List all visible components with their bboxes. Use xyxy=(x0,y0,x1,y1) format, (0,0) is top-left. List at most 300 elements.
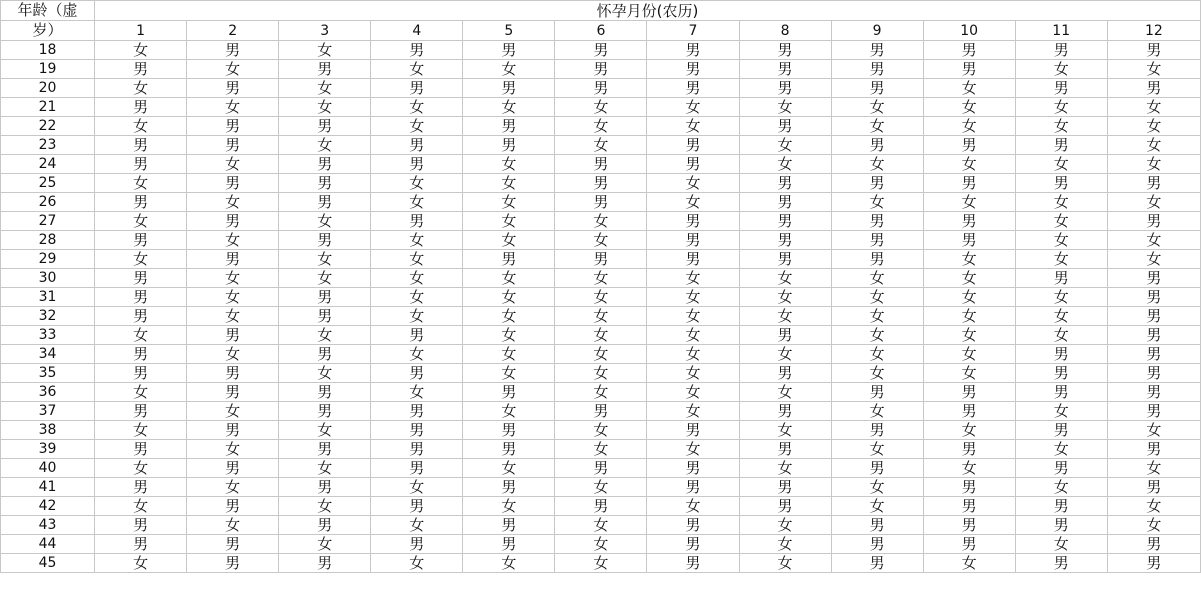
age-cell: 27 xyxy=(1,212,95,231)
gender-cell: 男 xyxy=(923,174,1015,193)
gender-cell: 女 xyxy=(739,535,831,554)
gender-cell: 男 xyxy=(1015,79,1107,98)
gender-cell: 女 xyxy=(647,345,739,364)
gender-cell: 男 xyxy=(739,497,831,516)
gender-cell: 女 xyxy=(1015,60,1107,79)
gender-cell: 男 xyxy=(463,79,555,98)
gender-cell: 男 xyxy=(371,497,463,516)
gender-cell: 女 xyxy=(831,345,923,364)
gender-cell: 女 xyxy=(1107,516,1200,535)
gender-cell: 女 xyxy=(187,307,279,326)
table-row xyxy=(1,383,1201,402)
table-row xyxy=(1,421,1201,440)
month-header-1: 1 xyxy=(95,21,187,41)
age-cell: 36 xyxy=(1,383,95,402)
gender-cell: 男 xyxy=(95,288,187,307)
gender-cell: 女 xyxy=(1015,250,1107,269)
gender-cell: 女 xyxy=(371,554,463,573)
gender-cell: 女 xyxy=(923,459,1015,478)
age-cell: 35 xyxy=(1,364,95,383)
gender-cell: 女 xyxy=(555,516,647,535)
gender-cell: 女 xyxy=(647,174,739,193)
gender-cell: 男 xyxy=(95,364,187,383)
gender-cell: 男 xyxy=(463,478,555,497)
gender-cell: 男 xyxy=(739,60,831,79)
gender-cell: 男 xyxy=(739,364,831,383)
gender-cell: 女 xyxy=(95,383,187,402)
gender-cell: 男 xyxy=(1015,421,1107,440)
gender-cell: 女 xyxy=(739,421,831,440)
age-cell: 18 xyxy=(1,41,95,60)
gender-cell: 男 xyxy=(463,516,555,535)
gender-cell: 男 xyxy=(463,535,555,554)
gender-cell: 男 xyxy=(923,60,1015,79)
table-row xyxy=(1,459,1201,478)
gender-cell: 男 xyxy=(279,117,371,136)
age-cell: 22 xyxy=(1,117,95,136)
gender-cell: 女 xyxy=(1015,402,1107,421)
gender-cell: 女 xyxy=(647,288,739,307)
gender-cell: 女 xyxy=(371,307,463,326)
gender-cell: 男 xyxy=(1015,41,1107,60)
gender-cell: 男 xyxy=(187,174,279,193)
gender-cell: 女 xyxy=(831,478,923,497)
gender-cell: 男 xyxy=(647,79,739,98)
gender-cell: 男 xyxy=(831,60,923,79)
gender-cell: 男 xyxy=(647,212,739,231)
gender-cell: 男 xyxy=(1107,402,1200,421)
gender-cell: 女 xyxy=(831,497,923,516)
gender-cell: 女 xyxy=(923,269,1015,288)
age-header-line2: 岁） xyxy=(1,21,95,41)
gender-cell: 男 xyxy=(463,136,555,155)
gender-cell: 男 xyxy=(1107,345,1200,364)
table-row xyxy=(1,136,1201,155)
gender-cell: 男 xyxy=(739,250,831,269)
gender-cell: 男 xyxy=(739,440,831,459)
gender-cell: 男 xyxy=(1107,440,1200,459)
age-cell: 38 xyxy=(1,421,95,440)
table-row xyxy=(1,364,1201,383)
gender-cell: 男 xyxy=(371,212,463,231)
age-cell: 25 xyxy=(1,174,95,193)
gender-cell: 男 xyxy=(279,402,371,421)
gender-cell: 女 xyxy=(95,41,187,60)
gender-cell: 男 xyxy=(463,421,555,440)
gender-cell: 男 xyxy=(463,440,555,459)
age-cell: 37 xyxy=(1,402,95,421)
gender-cell: 女 xyxy=(1015,326,1107,345)
gender-cell: 女 xyxy=(1015,212,1107,231)
gender-cell: 女 xyxy=(739,269,831,288)
gender-cell: 男 xyxy=(187,326,279,345)
gender-cell: 女 xyxy=(463,459,555,478)
gender-cell: 女 xyxy=(371,269,463,288)
gender-cell: 男 xyxy=(95,98,187,117)
gender-cell: 男 xyxy=(371,535,463,554)
gender-cell: 男 xyxy=(831,383,923,402)
gender-cell: 男 xyxy=(1107,41,1200,60)
gender-cell: 男 xyxy=(463,117,555,136)
gender-cell: 男 xyxy=(463,41,555,60)
gender-cell: 女 xyxy=(555,535,647,554)
gender-cell: 男 xyxy=(463,250,555,269)
gender-cell: 女 xyxy=(647,193,739,212)
gender-cell: 男 xyxy=(1015,516,1107,535)
gender-cell: 女 xyxy=(1015,155,1107,174)
gender-cell: 男 xyxy=(923,535,1015,554)
gender-cell: 男 xyxy=(923,478,1015,497)
gender-cell: 男 xyxy=(371,421,463,440)
gender-cell: 男 xyxy=(95,193,187,212)
gender-cell: 男 xyxy=(555,250,647,269)
gender-cell: 女 xyxy=(647,98,739,117)
table-row xyxy=(1,193,1201,212)
gender-cell: 男 xyxy=(371,41,463,60)
table-row xyxy=(1,554,1201,573)
gender-cell: 女 xyxy=(371,174,463,193)
gender-cell: 男 xyxy=(555,497,647,516)
gender-cell: 男 xyxy=(95,155,187,174)
gender-cell: 男 xyxy=(831,250,923,269)
gender-cell: 男 xyxy=(279,307,371,326)
gender-cell: 男 xyxy=(279,440,371,459)
gender-cell: 男 xyxy=(831,535,923,554)
gender-cell: 男 xyxy=(923,231,1015,250)
gender-cell: 女 xyxy=(463,364,555,383)
gender-cell: 女 xyxy=(371,98,463,117)
gender-cell: 男 xyxy=(647,516,739,535)
gender-cell: 女 xyxy=(463,497,555,516)
gender-cell: 女 xyxy=(831,326,923,345)
gender-cell: 男 xyxy=(647,535,739,554)
gender-cell: 男 xyxy=(647,155,739,174)
table-row xyxy=(1,326,1201,345)
gender-cell: 男 xyxy=(923,440,1015,459)
gender-cell: 女 xyxy=(187,269,279,288)
gender-cell: 女 xyxy=(279,326,371,345)
gender-cell: 女 xyxy=(463,326,555,345)
gender-cell: 男 xyxy=(95,478,187,497)
gender-cell: 男 xyxy=(95,269,187,288)
gender-cell: 女 xyxy=(95,117,187,136)
gender-cell: 男 xyxy=(1015,364,1107,383)
age-cell: 40 xyxy=(1,459,95,478)
gender-cell: 女 xyxy=(647,117,739,136)
gender-cell: 女 xyxy=(555,307,647,326)
gender-cell: 女 xyxy=(95,212,187,231)
gender-cell: 女 xyxy=(279,250,371,269)
gender-cell: 男 xyxy=(831,136,923,155)
gender-cell: 男 xyxy=(555,79,647,98)
table-row xyxy=(1,345,1201,364)
gender-cell: 女 xyxy=(1107,459,1200,478)
age-cell: 43 xyxy=(1,516,95,535)
gender-cell: 女 xyxy=(739,155,831,174)
gender-cell: 男 xyxy=(1015,383,1107,402)
gender-cell: 女 xyxy=(187,98,279,117)
gender-cell: 男 xyxy=(279,383,371,402)
gender-cell: 男 xyxy=(831,41,923,60)
gender-cell: 男 xyxy=(647,231,739,250)
gender-cell: 女 xyxy=(923,155,1015,174)
table-row xyxy=(1,307,1201,326)
gender-cell: 男 xyxy=(555,60,647,79)
gender-cell: 女 xyxy=(463,212,555,231)
gender-cell: 女 xyxy=(463,174,555,193)
gender-cell: 男 xyxy=(95,440,187,459)
gender-cell: 男 xyxy=(95,136,187,155)
gender-cell: 男 xyxy=(1107,478,1200,497)
table-row xyxy=(1,98,1201,117)
gender-cell: 男 xyxy=(831,554,923,573)
gender-cell: 女 xyxy=(95,421,187,440)
gender-cell: 男 xyxy=(187,250,279,269)
gender-cell: 女 xyxy=(279,364,371,383)
gender-cell: 女 xyxy=(463,193,555,212)
month-header-10: 10 xyxy=(923,21,1015,41)
gender-cell: 女 xyxy=(555,288,647,307)
gender-cell: 男 xyxy=(279,174,371,193)
age-cell: 33 xyxy=(1,326,95,345)
gender-cell: 女 xyxy=(463,554,555,573)
table-row xyxy=(1,41,1201,60)
gender-cell: 男 xyxy=(279,231,371,250)
gender-cell: 女 xyxy=(463,98,555,117)
gender-cell: 男 xyxy=(831,79,923,98)
gender-cell: 男 xyxy=(739,326,831,345)
gender-cell: 男 xyxy=(371,402,463,421)
gender-cell: 女 xyxy=(187,516,279,535)
gender-cell: 女 xyxy=(1015,288,1107,307)
gender-cell: 女 xyxy=(279,497,371,516)
gender-cell: 女 xyxy=(923,364,1015,383)
gender-cell: 男 xyxy=(371,79,463,98)
table-row xyxy=(1,174,1201,193)
gender-cell: 女 xyxy=(1107,155,1200,174)
gender-cell: 男 xyxy=(1015,459,1107,478)
gender-cell: 女 xyxy=(1107,250,1200,269)
table-row xyxy=(1,79,1201,98)
gender-cell: 女 xyxy=(371,516,463,535)
age-cell: 21 xyxy=(1,98,95,117)
gender-cell: 男 xyxy=(831,516,923,535)
gender-cell: 女 xyxy=(923,98,1015,117)
gender-cell: 女 xyxy=(95,326,187,345)
gender-cell: 女 xyxy=(463,307,555,326)
gender-cell: 女 xyxy=(831,402,923,421)
gender-cell: 男 xyxy=(647,554,739,573)
gender-cell: 女 xyxy=(923,193,1015,212)
gender-cell: 女 xyxy=(187,193,279,212)
gender-cell: 女 xyxy=(1107,231,1200,250)
gender-cell: 女 xyxy=(647,383,739,402)
gender-cell: 男 xyxy=(187,136,279,155)
gender-cell: 女 xyxy=(923,554,1015,573)
gender-cell: 男 xyxy=(187,117,279,136)
gender-cell: 男 xyxy=(739,193,831,212)
gender-cell: 女 xyxy=(1015,440,1107,459)
gender-cell: 男 xyxy=(739,174,831,193)
gender-cell: 男 xyxy=(555,155,647,174)
gender-cell: 女 xyxy=(647,307,739,326)
gender-cell: 男 xyxy=(187,212,279,231)
gender-cell: 女 xyxy=(187,440,279,459)
gender-cell: 女 xyxy=(371,288,463,307)
gender-cell: 男 xyxy=(555,174,647,193)
table-row xyxy=(1,250,1201,269)
gender-cell: 女 xyxy=(555,554,647,573)
gender-cell: 男 xyxy=(371,136,463,155)
gender-cell: 女 xyxy=(1107,136,1200,155)
gender-cell: 女 xyxy=(187,402,279,421)
gender-cell: 男 xyxy=(647,478,739,497)
gender-cell: 女 xyxy=(371,383,463,402)
gender-cell: 女 xyxy=(647,402,739,421)
gender-cell: 女 xyxy=(1015,231,1107,250)
month-header-3: 3 xyxy=(279,21,371,41)
gender-cell: 男 xyxy=(1107,79,1200,98)
gender-cell: 男 xyxy=(1107,269,1200,288)
gender-cell: 女 xyxy=(831,364,923,383)
gender-cell: 男 xyxy=(1107,364,1200,383)
gender-cell: 女 xyxy=(555,364,647,383)
age-cell: 42 xyxy=(1,497,95,516)
gender-cell: 女 xyxy=(463,60,555,79)
gender-cell: 女 xyxy=(187,231,279,250)
gender-cell: 男 xyxy=(923,383,1015,402)
table-row xyxy=(1,478,1201,497)
gender-cell: 男 xyxy=(371,459,463,478)
gender-cell: 女 xyxy=(647,269,739,288)
gender-cell: 女 xyxy=(555,345,647,364)
month-header-12: 12 xyxy=(1107,21,1200,41)
gender-cell: 男 xyxy=(279,60,371,79)
gender-cell: 女 xyxy=(279,98,371,117)
gender-cell: 女 xyxy=(555,212,647,231)
gender-cell: 男 xyxy=(1107,307,1200,326)
gender-cell: 女 xyxy=(187,288,279,307)
gender-cell: 男 xyxy=(739,231,831,250)
gender-cell: 男 xyxy=(279,155,371,174)
gender-cell: 女 xyxy=(1107,193,1200,212)
gender-cell: 女 xyxy=(739,98,831,117)
gender-cell: 男 xyxy=(923,212,1015,231)
gender-cell: 男 xyxy=(739,478,831,497)
gender-cell: 女 xyxy=(555,117,647,136)
gender-cell: 女 xyxy=(187,478,279,497)
gender-cell: 女 xyxy=(739,288,831,307)
gender-cell: 女 xyxy=(831,269,923,288)
gender-cell: 女 xyxy=(371,478,463,497)
gender-cell: 男 xyxy=(555,193,647,212)
gender-cell: 女 xyxy=(95,174,187,193)
table-row xyxy=(1,117,1201,136)
month-header-2: 2 xyxy=(187,21,279,41)
gender-cell: 男 xyxy=(1015,497,1107,516)
age-header-line1: 年龄（虚 xyxy=(1,1,95,21)
age-cell: 28 xyxy=(1,231,95,250)
gender-cell: 男 xyxy=(187,79,279,98)
gender-cell: 男 xyxy=(1015,554,1107,573)
gender-cell: 女 xyxy=(555,136,647,155)
gender-cell: 男 xyxy=(95,307,187,326)
gender-cell: 女 xyxy=(647,440,739,459)
age-cell: 34 xyxy=(1,345,95,364)
gender-cell: 女 xyxy=(463,288,555,307)
gender-cell: 女 xyxy=(739,345,831,364)
gender-cell: 男 xyxy=(831,459,923,478)
gender-cell: 女 xyxy=(739,136,831,155)
table-row xyxy=(1,516,1201,535)
gender-cell: 女 xyxy=(555,478,647,497)
gender-cell: 女 xyxy=(1107,421,1200,440)
gender-cell: 男 xyxy=(1107,535,1200,554)
gender-cell: 女 xyxy=(831,288,923,307)
gender-cell: 女 xyxy=(1107,60,1200,79)
age-cell: 32 xyxy=(1,307,95,326)
gender-cell: 女 xyxy=(279,269,371,288)
gender-cell: 男 xyxy=(647,136,739,155)
gender-cell: 女 xyxy=(371,231,463,250)
gender-cell: 女 xyxy=(279,459,371,478)
age-cell: 20 xyxy=(1,79,95,98)
gender-cell: 女 xyxy=(831,307,923,326)
age-cell: 19 xyxy=(1,60,95,79)
gender-cell: 女 xyxy=(739,307,831,326)
gender-cell: 女 xyxy=(555,421,647,440)
gender-cell: 男 xyxy=(1107,383,1200,402)
age-cell: 41 xyxy=(1,478,95,497)
gender-cell: 男 xyxy=(187,535,279,554)
gender-cell: 女 xyxy=(371,117,463,136)
gender-cell: 男 xyxy=(647,41,739,60)
gender-cell: 女 xyxy=(555,383,647,402)
gender-cell: 男 xyxy=(1107,326,1200,345)
age-cell: 39 xyxy=(1,440,95,459)
gender-cell: 男 xyxy=(463,383,555,402)
gender-cell: 女 xyxy=(463,155,555,174)
gender-cell: 男 xyxy=(95,535,187,554)
gender-cell: 男 xyxy=(279,288,371,307)
gender-cell: 女 xyxy=(831,155,923,174)
gender-cell: 男 xyxy=(187,554,279,573)
gender-cell: 女 xyxy=(1107,117,1200,136)
gender-cell: 男 xyxy=(923,497,1015,516)
gender-cell: 女 xyxy=(923,307,1015,326)
month-header-5: 5 xyxy=(463,21,555,41)
table-row xyxy=(1,440,1201,459)
age-cell: 29 xyxy=(1,250,95,269)
gender-cell: 男 xyxy=(739,117,831,136)
gender-cell: 女 xyxy=(279,79,371,98)
gender-cell: 男 xyxy=(555,459,647,478)
age-cell: 31 xyxy=(1,288,95,307)
gender-cell: 男 xyxy=(187,383,279,402)
gender-cell: 女 xyxy=(647,364,739,383)
gender-cell: 男 xyxy=(555,402,647,421)
gender-cell: 女 xyxy=(739,554,831,573)
gender-cell: 女 xyxy=(279,136,371,155)
month-header-6: 6 xyxy=(555,21,647,41)
gender-cell: 男 xyxy=(647,421,739,440)
age-cell: 23 xyxy=(1,136,95,155)
gender-cell: 男 xyxy=(279,516,371,535)
table-row xyxy=(1,155,1201,174)
gender-cell: 男 xyxy=(923,136,1015,155)
gender-cell: 女 xyxy=(95,497,187,516)
gender-cell: 男 xyxy=(647,60,739,79)
